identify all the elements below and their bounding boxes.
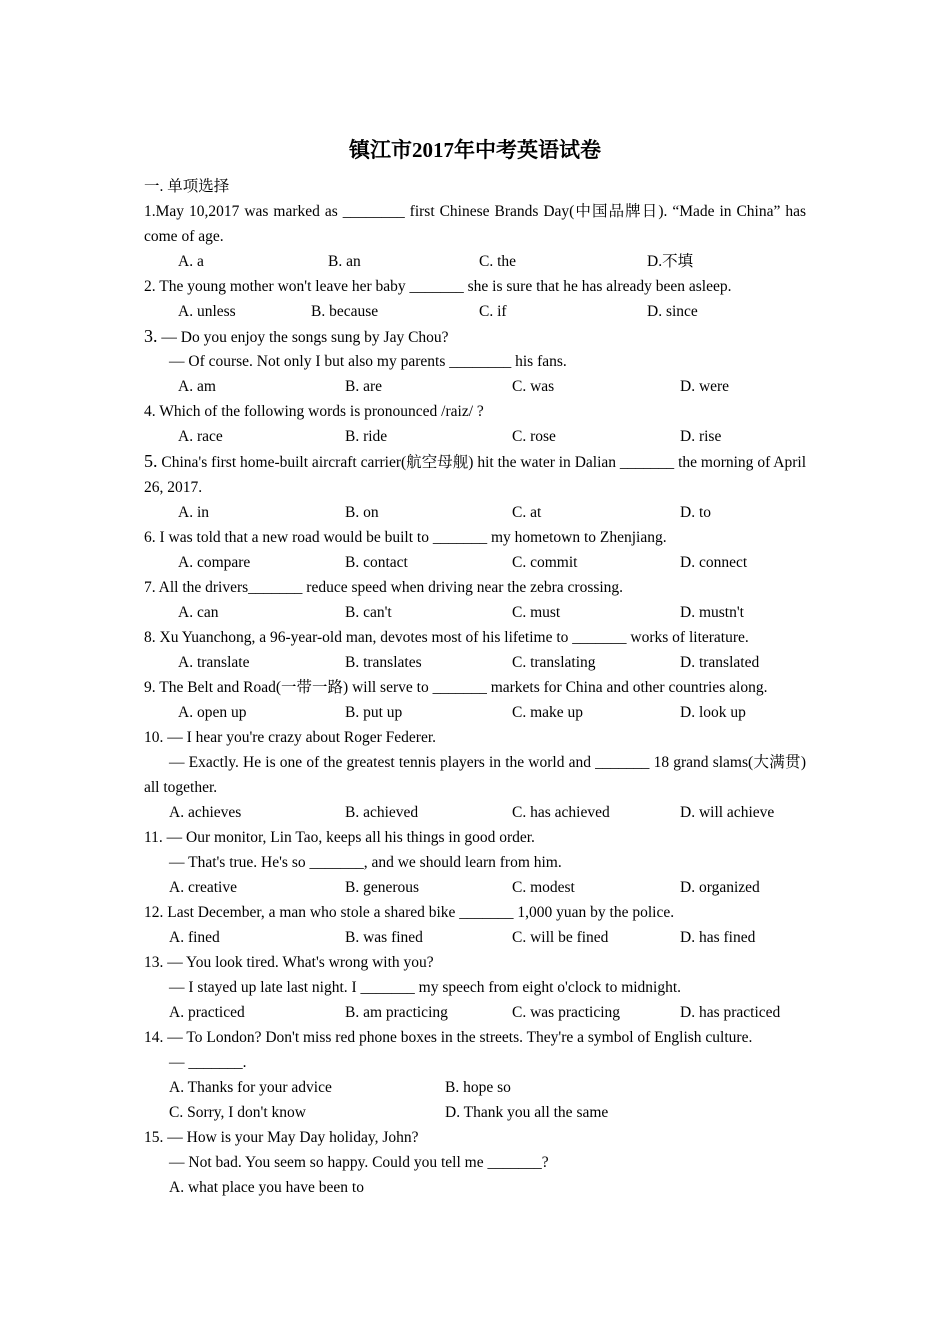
option-a: A. creative [169,879,237,896]
options-row [144,249,806,274]
option-c: C. commit [512,554,578,571]
option-a: A. am [178,378,216,395]
option-d: D. organized [680,879,760,896]
option-c: C. must [512,604,561,621]
question-stem-line2: — Of course. Not only I but also my parents ________ his fans. [169,353,567,370]
question-number: 3. [144,326,158,346]
option-b: B. can't [345,604,392,621]
option-c: C. Sorry, I don't know [169,1104,306,1121]
options-row [144,1175,806,1200]
question-stem: 9. The Belt and Road(一带一路) will serve to _______ markets for China and other countries along. [144,679,768,696]
options-row [144,800,806,825]
question-stem: 8. Xu Yuanchong, a 96-year-old man, devotes most of his lifetime to _______ works of literature. [144,629,749,646]
option-c: C. will be fined [512,929,609,946]
option-b: B. an [328,253,361,270]
option-c: C. if [479,303,507,320]
question-stem-line2: — That's true. He's so _______, and we should learn from him. [169,854,562,871]
options-row [144,550,806,575]
option-c: C. the [479,253,517,270]
option-b: B. are [345,378,383,395]
option-a: A. practiced [169,1004,245,1021]
option-c: C. has achieved [512,804,610,821]
option-a: A. a [178,253,204,270]
option-a: A. open up [178,704,247,721]
question-stem: 12. Last December, a man who stole a shared bike _______ 1,000 yuan by the police. [144,904,675,921]
option-a: A. achieves [169,804,242,821]
option-a: A. can [178,604,219,621]
option-b: B. because [311,303,379,320]
question-stem: 14. — To London? Don't miss red phone boxes in the streets. They're a symbol of English culture. [144,1029,753,1046]
option-d: D. connect [680,554,748,571]
options-row [144,875,806,900]
question-stem: 1.May 10,2017 was marked as ________ first Chinese Brands Day(中国品牌日). “Made in China” has come of age. [144,203,806,245]
question-11 [144,825,806,900]
question-stem-line2: — _______. [169,1054,247,1071]
question-stem: 2. The young mother won't leave her baby _______ she is sure that he has already been asleep. [144,278,732,295]
option-d: D. translated [680,654,760,671]
question-15 [144,1125,806,1200]
options-row [144,1075,806,1100]
question-5 [144,449,806,525]
question-4 [144,399,806,449]
question-stem: 13. — You look tired. What's wrong with you? [144,954,434,971]
question-9 [144,675,806,725]
option-d: D. to [680,504,711,521]
question-1 [144,199,806,274]
question-list [144,199,806,1200]
option-c: C. rose [512,428,556,445]
option-d: D. since [647,303,698,320]
question-stem: 6. I was told that a new road would be built to _______ my hometown to Zhenjiang. [144,529,667,546]
question-13 [144,950,806,1025]
question-7 [144,575,806,625]
option-b: B. was fined [345,929,423,946]
question-10 [144,725,806,825]
option-a: A. Thanks for your advice [169,1079,332,1096]
options-row [144,500,806,525]
option-c: C. was [512,378,555,395]
question-stem: 15. — How is your May Day holiday, John? [144,1129,419,1146]
option-c: C. translating [512,654,596,671]
options-row [144,650,806,675]
option-c: C. at [512,504,542,521]
options-row [144,700,806,725]
option-b: B. ride [345,428,388,445]
option-d: D. rise [680,428,722,445]
question-6 [144,525,806,575]
question-stem: 10. — I hear you're crazy about Roger Federer. [144,729,437,746]
options-row [144,374,806,399]
option-b: B. translates [345,654,422,671]
options-row [144,1100,806,1125]
question-stem: 11. — Our monitor, Lin Tao, keeps all his things in good order. [144,829,535,846]
option-b: B. on [345,504,379,521]
options-row [144,1000,806,1025]
option-a: A. unless [178,303,236,320]
options-row [144,600,806,625]
option-d: D. mustn't [680,604,744,621]
question-stem: — Do you enjoy the songs sung by Jay Chou? [161,329,449,346]
option-b: B. am practicing [345,1004,448,1021]
question-number: 5. [144,451,158,471]
option-a: A. translate [178,654,250,671]
option-b: B. generous [345,879,420,896]
option-c: C. modest [512,879,575,896]
section-heading: 一. 单项选择 [144,178,230,195]
question-12 [144,900,806,950]
option-b: B. contact [345,554,408,571]
page-title: 镇江市2017年中考英语试卷 [349,138,601,162]
question-stem: China's first home-built aircraft carrier(航空母舰) hit the water in Dalian _______ the morning of April 26, 2017. [144,454,807,496]
question-2 [144,274,806,324]
option-d: D. has fined [680,929,756,946]
option-a: A. fined [169,929,220,946]
option-a: A. in [178,504,209,521]
option-a: A. compare [178,554,251,571]
options-row [144,925,806,950]
question-stem: 7. All the drivers_______ reduce speed when driving near the zebra crossing. [144,579,624,596]
question-14 [144,1025,806,1125]
question-8 [144,625,806,675]
option-d: D. look up [680,704,746,721]
question-stem-line2: — I stayed up late last night. I _______ my speech from eight o'clock to midnight. [169,979,682,996]
question-3 [144,324,806,399]
option-b: B. put up [345,704,403,721]
question-stem-line2: — Exactly. He is one of the greatest tennis players in the world and _______ 18 grand slams(大满贯) all together. [144,754,806,796]
options-row [144,424,806,449]
option-d: D.不填 [647,253,694,270]
options-row [144,299,806,324]
option-c: C. make up [512,704,584,721]
option-b: B. hope so [445,1079,511,1096]
option-d: D. Thank you all the same [445,1104,609,1121]
question-stem: 4. Which of the following words is pronounced /raiz/ ? [144,403,484,420]
option-a: A. race [178,428,223,445]
question-stem-line2: — Not bad. You seem so happy. Could you tell me _______? [169,1154,549,1171]
option-d: D. were [680,378,730,395]
option-d: D. will achieve [680,804,775,821]
option-b: B. achieved [345,804,419,821]
option-d: D. has practiced [680,1004,781,1021]
option-a: A. what place you have been to [169,1179,364,1196]
option-c: C. was practicing [512,1004,621,1021]
